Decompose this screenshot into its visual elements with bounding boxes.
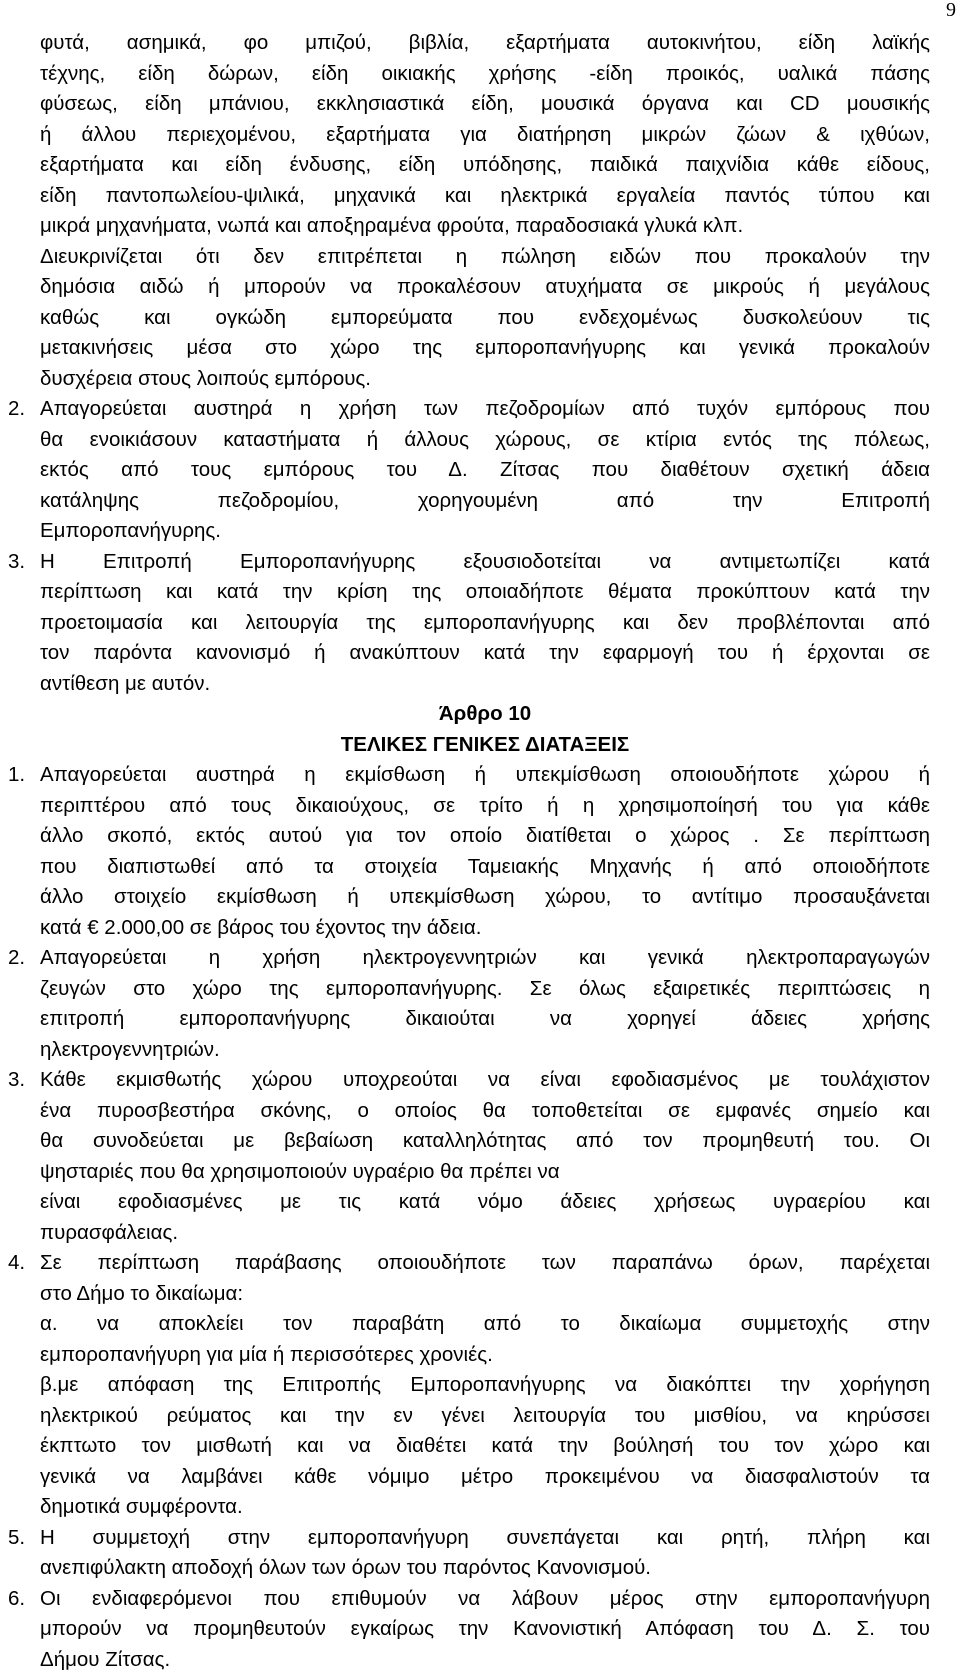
text-line: επιτροπή εμποροπανήγυρης δικαιούται να χορηγεί άδειες χρήσης: [40, 1004, 930, 1035]
list-item-number: 1.: [8, 760, 25, 791]
text-line: α. να αποκλείει τον παραβάτη από το δικαίωμα συμμετοχής στην: [40, 1309, 930, 1340]
text-line: Η συμμετοχή στην εμποροπανήγυρη συνεπάγεται και ρητή, πλήρη και: [40, 1523, 930, 1554]
text-line: Κάθε εκμισθωτής χώρου υποχρεούται να είναι εφοδιασμένος με τουλάχιστον: [40, 1065, 930, 1096]
text-line: ηλεκτρικού ρεύματος και την εν γένει λειτουργία του μισθίου, να κηρύσσει: [40, 1401, 930, 1432]
list-item-number: 6.: [8, 1584, 25, 1615]
text-line: Η Επιτροπή Εμποροπανήγυρης εξουσιοδοτείται να αντιμετωπίζει κατά: [40, 547, 930, 578]
list-item-number: 4.: [8, 1248, 25, 1279]
text-line: Δήμου Ζίτσας.: [40, 1645, 930, 1675]
article-9-items: [40, 394, 930, 699]
list-item: [40, 943, 930, 1065]
list-item: [40, 1248, 930, 1523]
text-line: πυρασφάλειας.: [40, 1218, 930, 1249]
text-line: κατάληψης πεζοδρομίου, χορηγουμένη από την Επιτροπή: [40, 486, 930, 517]
text-line: θα ενοικιάσουν καταστήματα ή άλλους χώρους, σε κτίρια εντός της πόλεως,: [40, 425, 930, 456]
list-item-number: 3.: [8, 547, 25, 578]
text-line: εμποροπανήγυρη για μία ή περισσότερες χρονιές.: [40, 1340, 930, 1371]
text-line: ηλεκτρογεννητριών.: [40, 1035, 930, 1066]
text-line: Απαγορεύεται αυστηρά η εκμίσθωση ή υπεκμίσθωση οποιουδήποτε χώρου ή: [40, 760, 930, 791]
text-line: έκπτωτο τον μισθωτή και να διαθέτει κατά την βούλησή του τον χώρο και: [40, 1431, 930, 1462]
text-line: Απαγορεύεται η χρήση ηλεκτρογεννητριών και γενικά ηλεκτροπαραγωγών: [40, 943, 930, 974]
text-line: τον παρόντα κανονισμό ή ανακύπτουν κατά την εφαρμογή του ή έρχονται σε: [40, 638, 930, 669]
text-line: ένα πυροσβεστήρα σκόνης, ο οποίος θα τοποθετείται σε εμφανές σημείο και: [40, 1096, 930, 1127]
text-line: περιπτέρου από τους δικαιούχους, σε τρίτο ή η χρησιμοποίησή του για κάθε: [40, 791, 930, 822]
list-item: [40, 394, 930, 547]
list-item-number: 2.: [8, 394, 25, 425]
text-line: είδη παντοπωλείου-ψιλικά, μηχανικά και ηλεκτρικά εργαλεία παντός τύπου και: [40, 181, 930, 212]
text-line: ζευγών στο χώρο της εμποροπανήγυρης. Σε όλως εξαιρετικές περιπτώσεις η: [40, 974, 930, 1005]
text-line: φύσεως, είδη μπάνιου, εκκλησιαστικά είδη, μουσικά όργανα και CD μουσικής: [40, 89, 930, 120]
list-item: [40, 547, 930, 700]
text-line: θα συνοδεύεται με βεβαίωση καταλληλότητας από τον προμηθευτή του. Οι: [40, 1126, 930, 1157]
list-item: [40, 1065, 930, 1248]
text-line: που διαπιστωθεί από τα στοιχεία Ταμειακής Μηχανής ή από οποιοδήποτε: [40, 852, 930, 883]
text-line: άλλο στοιχείο εκμίσθωση ή υπεκμίσθωση χώρου, το αντίτιμο προσαυξάνεται: [40, 882, 930, 913]
text-line: εξαρτήματα και είδη ένδυσης, είδη υπόδησης, παιδικά παιχνίδια κάθε είδους,: [40, 150, 930, 181]
text-line: κατά € 2.000,00 σε βάρος του έχοντος την άδεια.: [40, 913, 930, 944]
text-line: μπορούν να προμηθευτούν εγκαίρως την Κανονιστική Απόφαση του Δ. Σ. του: [40, 1614, 930, 1645]
list-item-number: 5.: [8, 1523, 25, 1554]
text-line: στο Δήμο το δικαίωμα:: [40, 1279, 930, 1310]
text-line: είναι εφοδιασμένες με τις κατά νόμο άδειες χρήσεως υγραερίου και: [40, 1187, 930, 1218]
list-item: [40, 760, 930, 943]
list-item-number: 2.: [8, 943, 25, 974]
text-line: δημοτικά συμφέροντα.: [40, 1492, 930, 1523]
text-line: προετοιμασία και λειτουργία της εμποροπανήγυρης και δεν προβλέπονται από: [40, 608, 930, 639]
text-line: Οι ενδιαφερόμενοι που επιθυμούν να λάβουν μέρος στην εμποροπανήγυρη: [40, 1584, 930, 1615]
text-line: μικρά μηχανήματα, νωπά και αποξηραμένα φρούτα, παραδοσιακά γλυκά κλπ.: [40, 211, 930, 242]
text-line: Σε περίπτωση παράβασης οποιουδήποτε των παραπάνω όρων, παρέχεται: [40, 1248, 930, 1279]
text-line: αντίθεση με αυτόν.: [40, 669, 930, 700]
article-title: Άρθρο 10: [40, 699, 930, 730]
page-number: 9: [946, 0, 956, 22]
article-subtitle: ΤΕΛΙΚΕΣ ΓΕΝΙΚΕΣ ΔΙΑΤΑΞΕΙΣ: [40, 730, 930, 761]
list-item: [40, 1584, 930, 1675]
text-line: φυτά, ασημικά, φο μπιζού, βιβλία, εξαρτήματα αυτοκινήτου, είδη λαϊκής: [40, 28, 930, 59]
text-line: Διευκρινίζεται ότι δεν επιτρέπεται η πώληση ειδών που προκαλούν την: [40, 242, 930, 273]
text-line: ψησταριές που θα χρησιμοποιούν υγραέριο θα πρέπει να: [40, 1157, 930, 1188]
text-line: γενικά να λαμβάνει κάθε νόμιμο μέτρο προκειμένου να διασφαλιστούν τα: [40, 1462, 930, 1493]
list-item-number: 3.: [8, 1065, 25, 1096]
intro-paragraph: [40, 28, 930, 394]
document-body: [40, 28, 930, 1675]
text-line: ανεπιφύλακτη αποδοχή όλων των όρων του παρόντος Κανονισμού.: [40, 1553, 930, 1584]
text-line: δυσχέρεια στους λοιπούς εμπόρους.: [40, 364, 930, 395]
text-line: καθώς και ογκώδη εμπορεύματα που ενδεχομένως δυσκολεύουν τις: [40, 303, 930, 334]
article-10-items: [40, 760, 930, 1675]
list-item: [40, 1523, 930, 1584]
text-line: μετακινήσεις μέσα στο χώρο της εμποροπανήγυρης και γενικά προκαλούν: [40, 333, 930, 364]
text-line: εκτός από τους εμπόρους του Δ. Ζίτσας που διαθέτουν σχετική άδεια: [40, 455, 930, 486]
text-line: ή άλλου περιεχομένου, εξαρτήματα για διατήρηση μικρών ζώων & ιχθύων,: [40, 120, 930, 151]
text-line: άλλο σκοπό, εκτός αυτού για τον οποίο διατίθεται ο χώρος . Σε περίπτωση: [40, 821, 930, 852]
text-line: τέχνης, είδη δώρων, είδη οικιακής χρήσης -είδη προικός, υαλικά πάσης: [40, 59, 930, 90]
text-line: Εμποροπανήγυρης.: [40, 516, 930, 547]
text-line: περίπτωση και κατά την κρίση της οποιαδήποτε θέματα προκύπτουν κατά την: [40, 577, 930, 608]
text-line: δημόσια αιδώ ή μπορούν να προκαλέσουν ατυχήματα σε μικρούς ή μεγάλους: [40, 272, 930, 303]
text-line: β.με απόφαση της Επιτροπής Εμποροπανήγυρης να διακόπτει την χορήγηση: [40, 1370, 930, 1401]
text-line: Απαγορεύεται αυστηρά η χρήση των πεζοδρομίων από τυχόν εμπόρους που: [40, 394, 930, 425]
